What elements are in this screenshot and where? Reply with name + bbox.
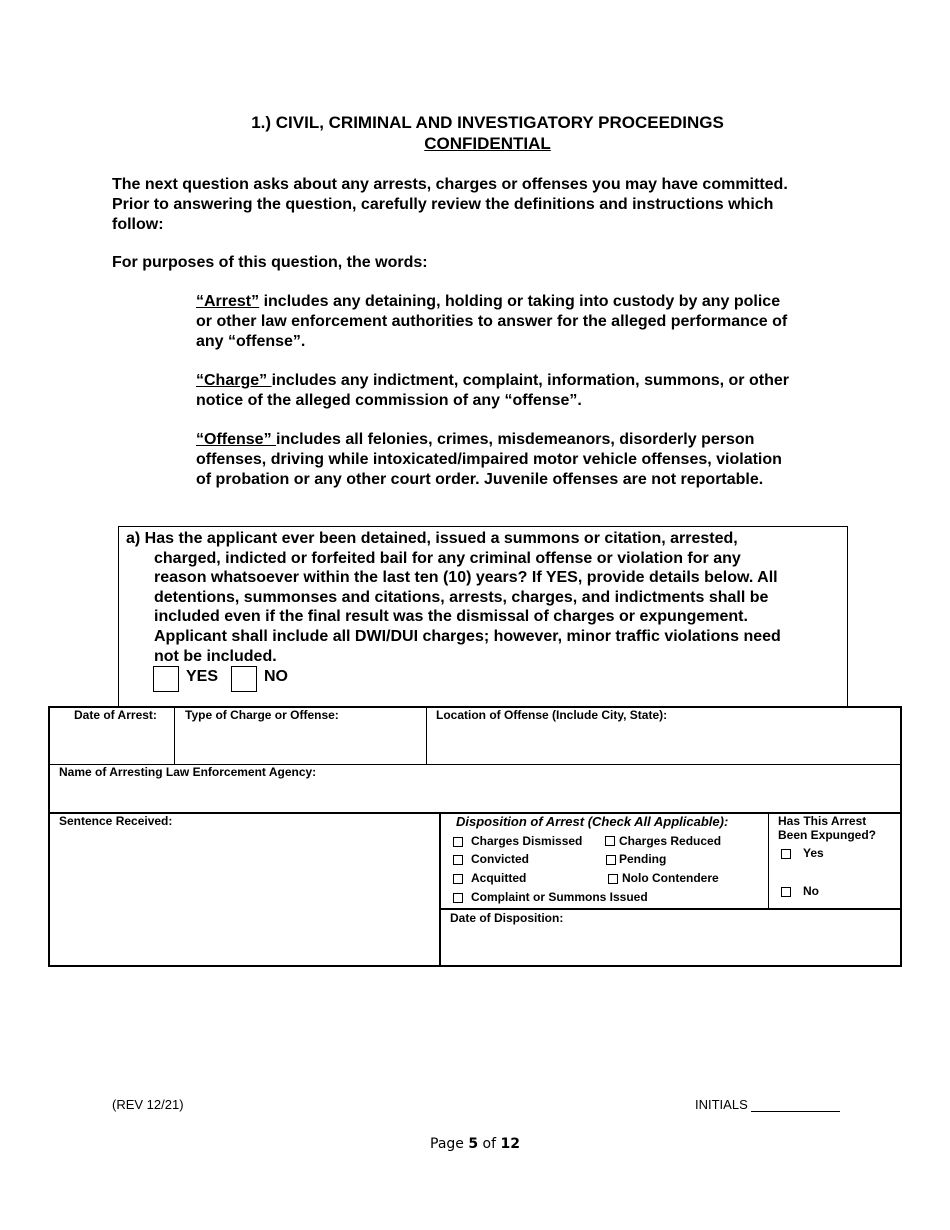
disposition-title: Disposition of Arrest (Check All Applicable): [456, 814, 729, 829]
table-row-divider [440, 908, 901, 910]
table-col-divider [426, 706, 427, 764]
pending-checkbox[interactable] [606, 855, 616, 865]
definition-charge: “Charge” includes any indictment, complaint, information, summons, or other notice of the alleged commission of any “offense”. [196, 372, 789, 409]
definition-offense: “Offense” includes all felonies, crimes, misdemeanors, disorderly person offenses, driving while intoxicated/impaired motor vehicle offenses, violation of probation or any other court order. Juvenile offenses are not reportable. [196, 431, 782, 488]
revision-label: (REV 12/21) [112, 1097, 184, 1112]
page-number: Page 5 of 12 [430, 1136, 520, 1152]
intro-line: follow: [112, 216, 164, 233]
definition-arrest: “Arrest” includes any detaining, holding or taking into custody by any police or other law enforcement authorities to answer for the alleged performance of any “offense”. [196, 293, 788, 350]
acquitted-label: Acquitted [471, 871, 527, 885]
term-offense: “Offense” [196, 431, 277, 448]
table-col-divider [768, 812, 769, 909]
question-text: a) Has the applicant ever been detained, issued a summons or citation, arrested, charged, indicted or forfeited bail for any criminal offense or violation for any reason whatsoever within the last ten (10) years? If YES, provide details below. All detentions, summonses and citations, arrests, charges, and indictments shall be included even if the final result was the dismissal of charges or expungement. Applicant shall include all DWI/DUI charges; however, minor traffic violations need not be included. [126, 530, 781, 665]
type-of-charge-label: Type of Charge or Offense: [185, 708, 339, 722]
convicted-checkbox[interactable] [453, 855, 463, 865]
location-label: Location of Offense (Include City, State): [436, 708, 668, 722]
intro-paragraph [112, 175, 852, 235]
table-col-divider [174, 706, 175, 764]
form-title: 1.) CIVIL, CRIMINAL AND INVESTIGATORY PROCEEDINGS [251, 113, 724, 132]
date-of-arrest-label: Date of Arrest: [74, 708, 157, 722]
yes-checkbox[interactable] [153, 666, 179, 692]
pending-label: Pending [619, 852, 667, 866]
charges-reduced-label: Charges Reduced [619, 834, 722, 848]
term-arrest: “Arrest” [196, 293, 260, 310]
table-border-left [48, 706, 50, 967]
intro-line: Prior to answering the question, carefully review the definitions and instructions which [112, 196, 774, 213]
agency-label: Name of Arresting Law Enforcement Agency: [59, 765, 317, 779]
charges-reduced-checkbox[interactable] [605, 836, 615, 846]
term-charge: “Charge” [196, 372, 272, 389]
expunged-label-line1: Has This Arrest [778, 814, 867, 828]
nolo-contendere-label: Nolo Contendere [622, 871, 719, 885]
charges-dismissed-label: Charges Dismissed [471, 834, 583, 848]
no-label: NO [264, 668, 288, 685]
table-col-divider [439, 812, 441, 966]
purposes-text: For purposes of this question, the words: [112, 254, 428, 271]
complaint-summons-checkbox[interactable] [453, 893, 463, 903]
confidential-heading: CONFIDENTIAL [424, 134, 551, 153]
complaint-summons-label: Complaint or Summons Issued [471, 890, 648, 904]
initials-label: INITIALS [695, 1097, 748, 1112]
sentence-label: Sentence Received: [59, 814, 173, 828]
charges-dismissed-checkbox[interactable] [453, 837, 463, 847]
no-checkbox[interactable] [231, 666, 257, 692]
expunged-no-checkbox[interactable] [781, 887, 791, 897]
nolo-contendere-checkbox[interactable] [608, 874, 618, 884]
expunged-label-line2: Been Expunged? [778, 828, 877, 842]
table-border-bottom [48, 965, 902, 967]
convicted-label: Convicted [471, 852, 530, 866]
table-border-right [900, 706, 902, 967]
date-of-disposition-label: Date of Disposition: [450, 911, 564, 925]
expunged-yes-checkbox[interactable] [781, 849, 791, 859]
yes-label: YES [186, 668, 219, 685]
expunged-no-label: No [803, 884, 819, 898]
intro-line: The next question asks about any arrests, charges or offenses you may have committed. [112, 176, 788, 193]
acquitted-checkbox[interactable] [453, 874, 463, 884]
initials-line[interactable] [751, 1111, 840, 1112]
expunged-yes-label: Yes [803, 846, 824, 860]
